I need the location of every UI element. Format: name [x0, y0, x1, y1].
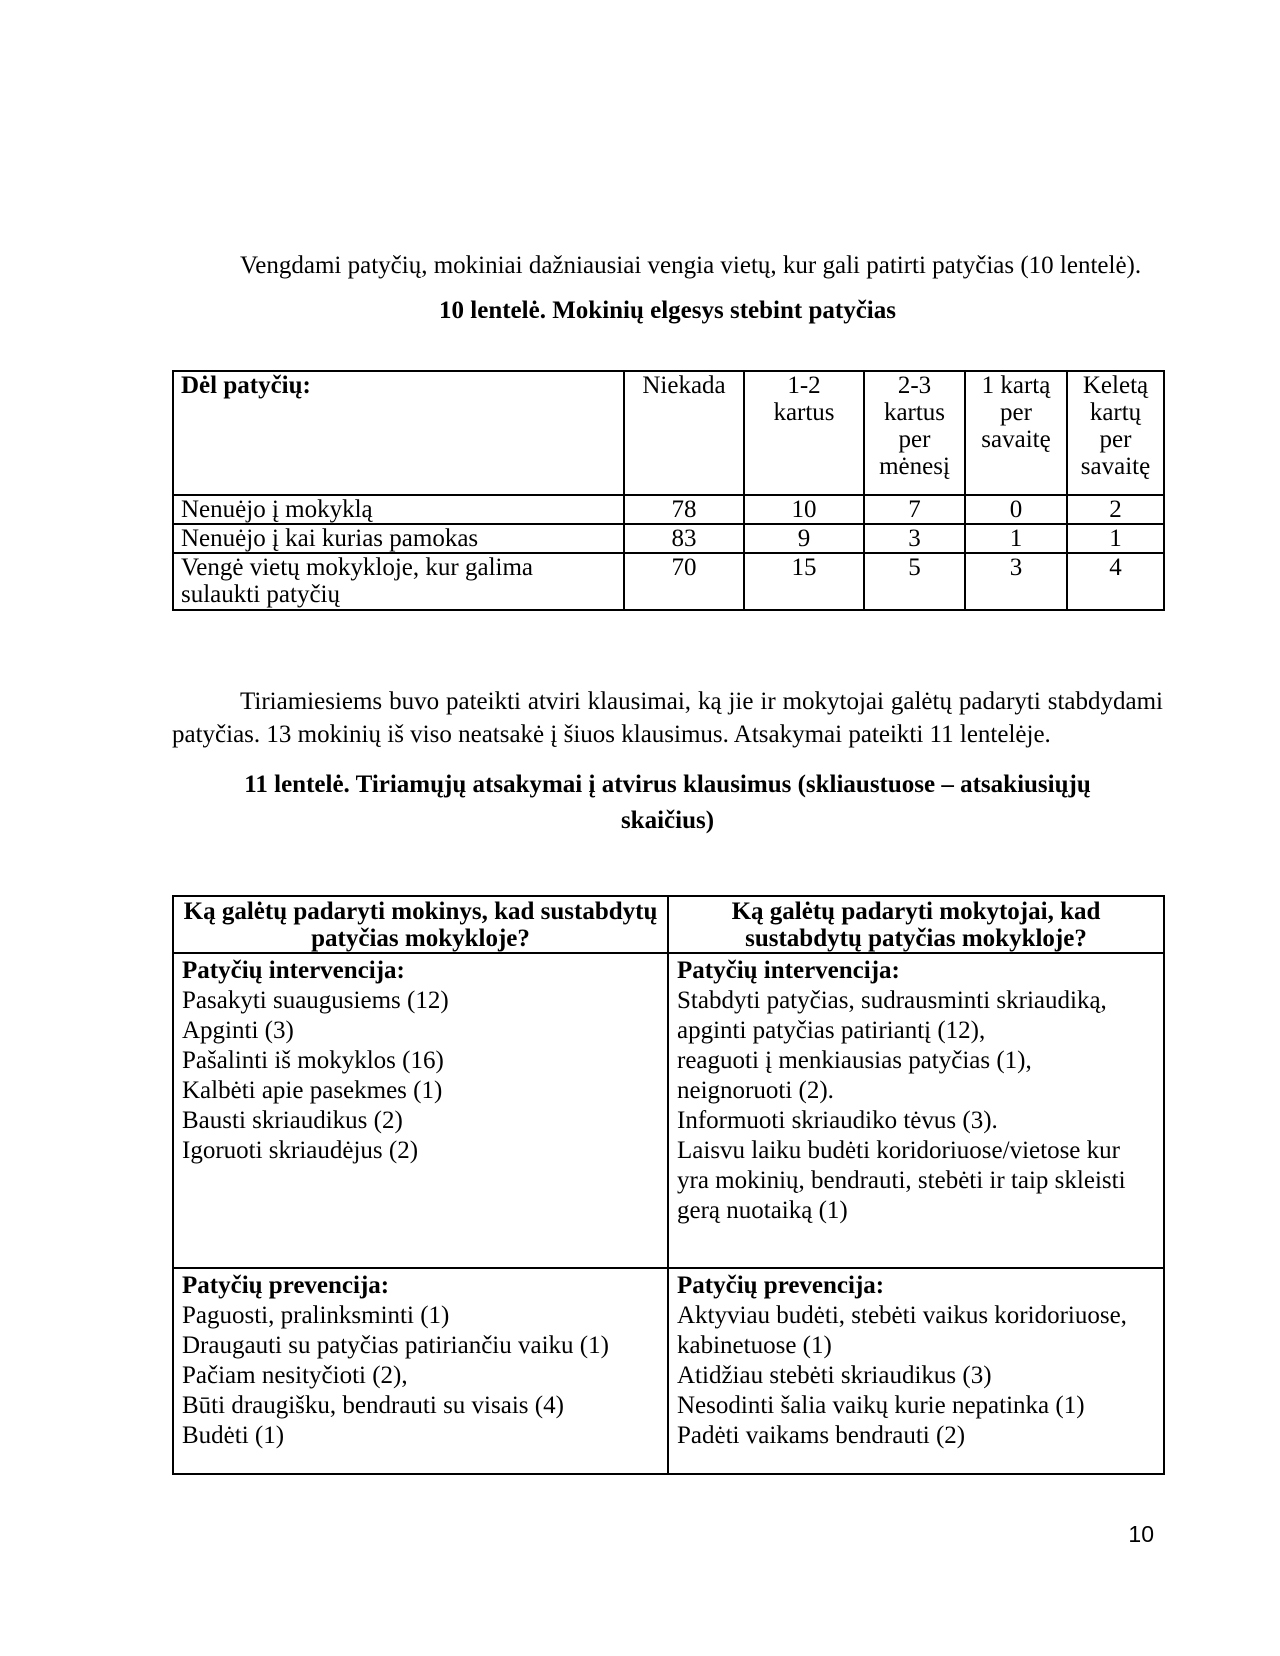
cell-item: Pačiam nesityčioti (2),	[182, 1362, 408, 1389]
cell-item: Apginti (3)	[182, 1017, 294, 1044]
cell-item: Aktyviau budėti, stebėti vaikus koridoriuose, kabinetuose (1)	[677, 1302, 1127, 1359]
cell-value: 4	[1067, 553, 1164, 610]
cell-item: Pasakyti suaugusiems (12)	[182, 987, 449, 1014]
cell-value: 78	[624, 495, 744, 524]
cell-item: Nesodinti šalia vaikų kurie nepatinka (1)	[677, 1392, 1085, 1419]
cell-prevencija-mokinys	[173, 1268, 668, 1474]
cell-value: 3	[864, 524, 965, 553]
table10-title: 10 lentelė. Mokinių elgesys stebint patyčias	[439, 297, 896, 324]
table10-row-nenuejo-i-pamokas	[173, 524, 1164, 553]
cell-item: Pašalinti iš mokyklos (16)	[182, 1047, 444, 1074]
cell-item: Atidžiau stebėti skriaudikus (3)	[677, 1362, 992, 1389]
cell-value: 0	[965, 495, 1067, 524]
table10	[172, 370, 1165, 611]
page-content	[172, 0, 1163, 1475]
table11-title	[172, 767, 1163, 839]
table10-col-1-2-kartus: 1-2 kartus	[744, 371, 864, 495]
paragraph-intro-table11: Tiriamiesiems buvo pateikti atviri klausimai, ką jie ir mokytojai galėtų padaryti stabdydami patyčias. 13 mokinių iš viso neatsakė į šiuos klausimus. Atsakymai pateikti 11 lentelėje.	[172, 688, 1163, 748]
cell-item: Kalbėti apie pasekmes (1)	[182, 1077, 443, 1104]
cell-item: reaguoti į menkiausias patyčias (1),	[677, 1047, 1032, 1074]
paragraph-intro-table10: Vengdami patyčių, mokiniai dažniausiai vengia vietų, kur gali patirti patyčias (10 lentelė).	[240, 252, 1142, 279]
table10-col-keleta-kartu-per-savaite: Keletą kartų per savaitę	[1067, 371, 1164, 495]
cell-value: 70	[624, 553, 744, 610]
cell-item: Budėti (1)	[182, 1422, 285, 1449]
table11-col-mokinys-header: Ką galėtų padaryti mokinys, kad sustabdytų patyčias mokykloje?	[173, 896, 668, 953]
cell-value: 7	[864, 495, 965, 524]
cell-value: 15	[744, 553, 864, 610]
table10-col-niekada: Niekada	[624, 371, 744, 495]
cell-heading: Patyčių prevencija:	[182, 1272, 390, 1299]
table11-col-mokytojai-header: Ką galėtų padaryti mokytojai, kad sustabdytų patyčias mokykloje?	[668, 896, 1164, 953]
cell-item: Bausti skriaudikus (2)	[182, 1107, 403, 1134]
table11-title-line1: 11 lentelė. Tiriamųjų atsakymai į atvirus klausimus (skliaustuose – atsakiusiųjų	[244, 771, 1091, 798]
page-number: 10	[1128, 1521, 1154, 1547]
row-label: Nenuėjo į mokyklą	[173, 495, 624, 524]
cell-prevencija-mokytojai	[668, 1268, 1164, 1474]
cell-value: 5	[864, 553, 965, 610]
cell-value: 1	[1067, 524, 1164, 553]
cell-value: 10	[744, 495, 864, 524]
table10-col-1-karta-per-savaite: 1 kartą per savaitę	[965, 371, 1067, 495]
cell-heading: Patyčių intervencija:	[182, 957, 405, 984]
cell-value: 83	[624, 524, 744, 553]
row-label: Vengė vietų mokykloje, kur galima sulaukti patyčių	[173, 553, 624, 610]
cell-value: 9	[744, 524, 864, 553]
cell-heading: Patyčių prevencija:	[677, 1272, 885, 1299]
cell-item: Igoruoti skriaudėjus (2)	[182, 1137, 419, 1164]
cell-item: neignoruoti (2).	[677, 1077, 834, 1104]
cell-intervencija-mokytojai	[668, 953, 1164, 1268]
table10-row-header: Dėl patyčių:	[173, 371, 624, 495]
table11-header-row	[173, 896, 1164, 953]
table10-row-venge-vietu	[173, 553, 1164, 610]
table11-title-line2: skaičius)	[620, 807, 715, 834]
cell-value: 1	[965, 524, 1067, 553]
row-label: Nenuėjo į kai kurias pamokas	[173, 524, 624, 553]
cell-item: Draugauti su patyčias patiriančiu vaiku (1)	[182, 1332, 609, 1359]
table10-row-nenuejo-i-mokykla	[173, 495, 1164, 524]
table11-row-intervencija	[173, 953, 1164, 1268]
cell-item: Laisvu laiku budėti koridoriuose/vietose kur yra mokinių, bendrauti, stebėti ir taip skleisti gerą nuotaiką (1)	[677, 1137, 1126, 1224]
cell-item: Paguosti, pralinksminti (1)	[182, 1302, 450, 1329]
cell-item: Būti draugišku, bendrauti su visais (4)	[182, 1392, 564, 1419]
cell-heading: Patyčių intervencija:	[677, 957, 900, 984]
table11	[172, 895, 1165, 1475]
table10-header-row	[173, 371, 1164, 495]
cell-item: Padėti vaikams bendrauti (2)	[677, 1422, 966, 1449]
cell-intervencija-mokinys	[173, 953, 668, 1268]
cell-value: 2	[1067, 495, 1164, 524]
cell-value: 3	[965, 553, 1067, 610]
table11-row-prevencija	[173, 1268, 1164, 1474]
cell-item: Informuoti skriaudiko tėvus (3).	[677, 1107, 998, 1134]
cell-item: Stabdyti patyčias, sudrausminti skriaudiką, apginti patyčias patiriantį (12),	[677, 987, 1107, 1044]
table10-col-2-3-kartus-per-menesi: 2-3 kartus per mėnesį	[864, 371, 965, 495]
